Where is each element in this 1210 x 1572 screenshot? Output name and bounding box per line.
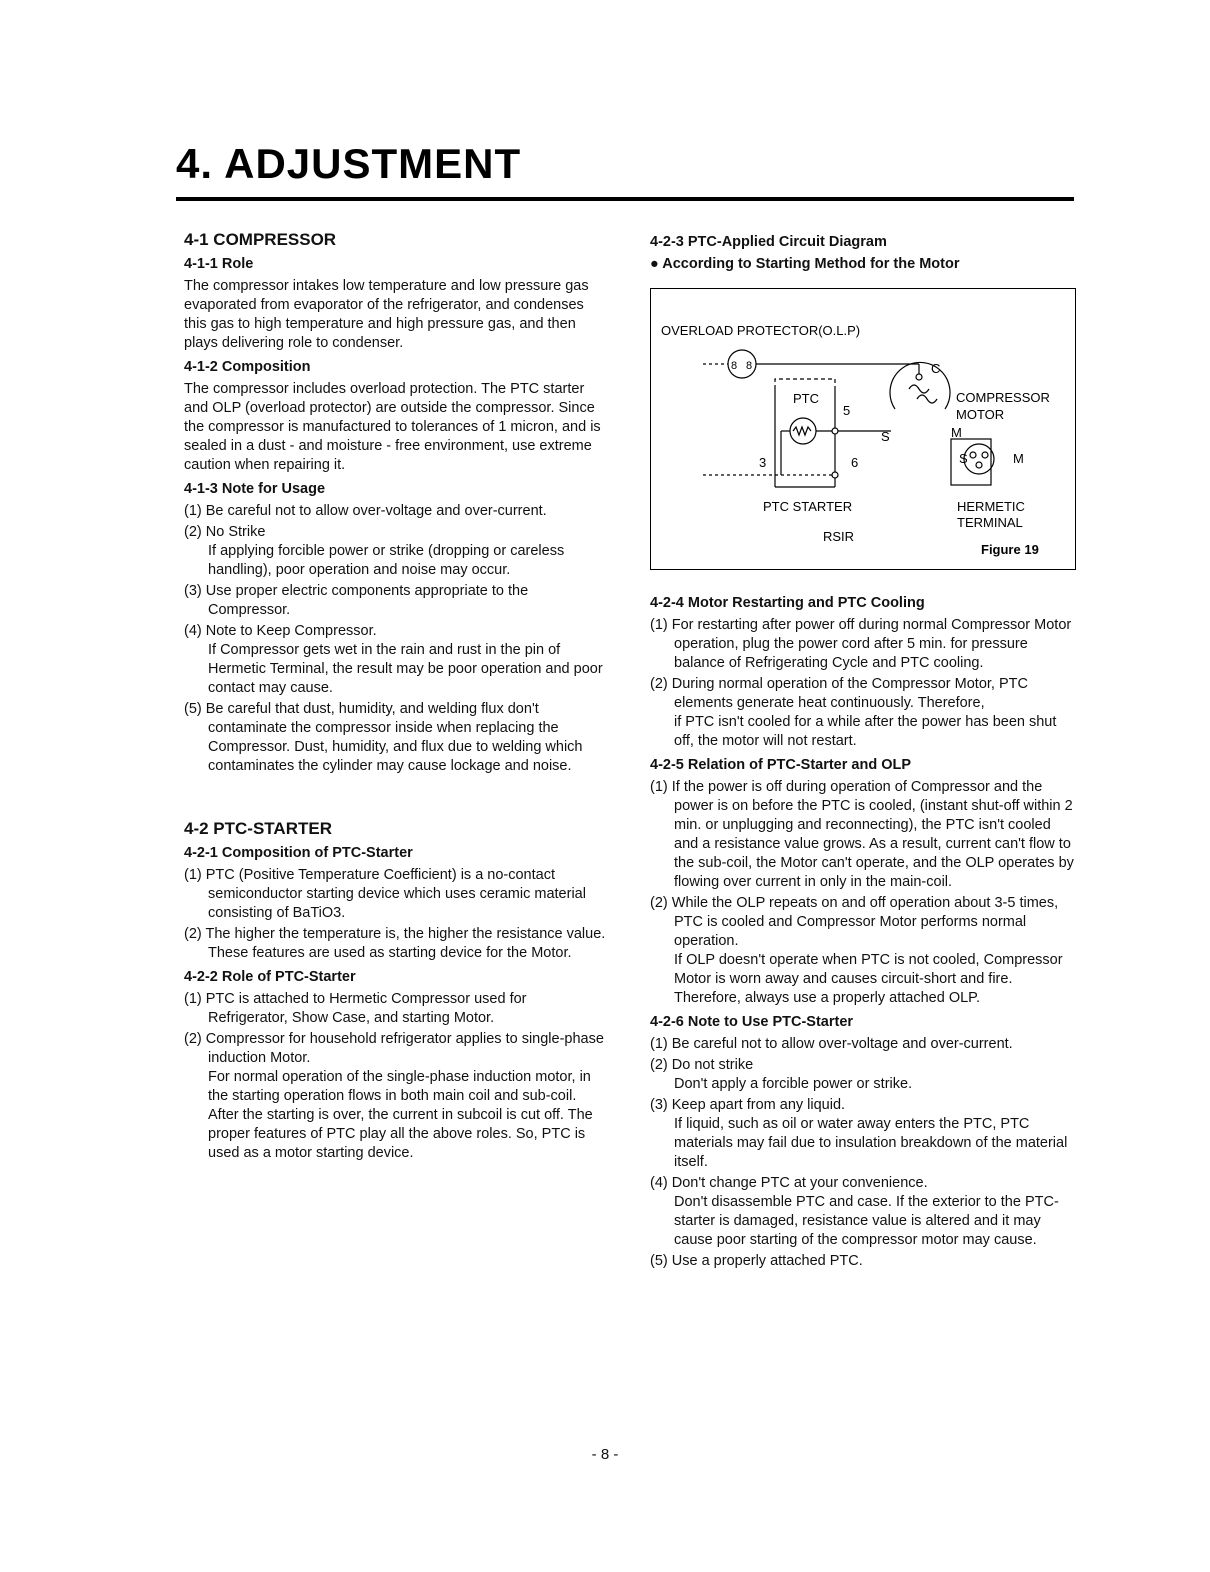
subheading-ptc-role: 4-2-2 Role of PTC-Starter: [184, 969, 356, 985]
list-item: [184, 582, 609, 620]
list-item-number: (2): [650, 676, 668, 692]
subheading-note-to-use: 4-2-6 Note to Use PTC-Starter: [650, 1014, 854, 1030]
terminal-s-2-label: S: [959, 451, 968, 466]
circuit-diagram: [650, 288, 1076, 570]
section-heading-ptc-starter: 4-2 PTC-STARTER: [184, 819, 332, 838]
terminal-pin-c: [976, 462, 982, 468]
terminal-m-label: M: [951, 425, 962, 440]
list-item-text: While the OLP repeats on and off operation about 3-5 times, PTC is cooled and Compressor Motor performs normal operation.: [671, 895, 1059, 949]
pin-5-dot: [832, 428, 838, 434]
list-item: [650, 616, 1075, 673]
restart-list: [650, 616, 1075, 751]
pin-5-label: 5: [843, 403, 851, 418]
title-rule: [176, 197, 1074, 201]
subheading-motor-restarting: 4-2-4 Motor Restarting and PTC Cooling: [650, 595, 925, 611]
ptc-role-list: [184, 990, 609, 1163]
terminal-s-label: S: [881, 429, 890, 444]
hermetic-terminal-plug: [964, 444, 994, 474]
terminal-pin-m: [982, 452, 988, 458]
list-item-number: (4): [184, 623, 202, 639]
list-item-text: Note to Keep Compressor.: [205, 623, 377, 639]
composition-text: The compressor includes overload protection. The PTC starter and OLP (overload protector) are outside the compressor. Since the compressor is manufactured to tolerances of 1 micron, and is sealed in a dust - and moisture - free environment, use extreme caution when repairing it.: [184, 381, 601, 473]
list-item-number: (2): [184, 926, 202, 942]
list-item-number: (1): [184, 867, 202, 883]
list-item: [650, 1174, 1075, 1250]
list-item-text: Do not strike: [671, 1057, 754, 1073]
list-item-text: During normal operation of the Compressor Motor, PTC elements generate heat continuously. Therefore,: [671, 676, 1028, 711]
circuit-bullet: ● According to Starting Method for the Motor: [650, 256, 960, 272]
note-list: [650, 1035, 1075, 1271]
list-item-text: Compressor for household refrigerator applies to single-phase induction Motor.: [205, 1031, 604, 1066]
pin-6-dot: [832, 472, 838, 478]
figure-label: Figure 19: [981, 542, 1039, 557]
list-item: [650, 1096, 1075, 1172]
ptc-starter-label: PTC STARTER: [763, 499, 853, 514]
olp-label: OVERLOAD PROTECTOR(O.L.P): [661, 323, 861, 338]
usage-list: [184, 502, 609, 776]
list-item-text: If the power is off during operation of Compressor and the power is on before the PTC is cooled, (instant shut-off within 2 min. or unplugging and reconnecting), the PTC isn't cooled and a resistance value grows. As a result, current can't flow to the sub-coil, the Motor can't operate, and the OLP operates by flowing over current in only in the main-coil.: [671, 779, 1074, 890]
list-item-number: (1): [184, 991, 202, 1007]
hermetic-label-1: HERMETIC: [957, 499, 1025, 514]
list-item-detail: Don't disassemble PTC and case. If the exterior to the PTC-starter is damaged, resistance value is altered and it may cause poor starting of the compressor motor may cause.: [674, 1194, 1059, 1248]
list-item-number: (4): [650, 1175, 668, 1191]
role-text: The compressor intakes low temperature and low pressure gas evaporated from evaporator of the refrigerator, and condenses this gas to high temperature and high pressure gas, and then plays delivering role to condenser.: [184, 278, 589, 351]
subheading-circuit-diagram: 4-2-3 PTC-Applied Circuit Diagram: [650, 234, 887, 250]
rsir-label: RSIR: [823, 529, 855, 544]
section-heading-compressor: 4-1 COMPRESSOR: [184, 230, 337, 249]
olp-pin-1: 8: [731, 360, 738, 372]
list-item-detail: if PTC isn't cooled for a while after the power has been shut off, the motor will not restart.: [674, 714, 1057, 749]
coil-m-symbol: [917, 395, 937, 403]
list-item-detail: If OLP doesn't operate when PTC is not cooled, Compressor Motor is worn away and causes circuit-short and fire. Therefore, always use a properly attached OLP.: [674, 952, 1063, 1006]
list-item-text: PTC is attached to Hermetic Compressor used for Refrigerator, Show Case, and starting Motor.: [205, 991, 527, 1026]
list-item-number: (5): [184, 701, 202, 717]
list-item-text: Be careful not to allow over-voltage and over-current.: [205, 503, 547, 519]
list-item-number: (1): [184, 503, 202, 519]
list-item: [184, 502, 609, 521]
list-item: [184, 990, 609, 1028]
list-item-detail: For normal operation of the single-phase induction motor, in the starting operation flows in both main coil and sub-coil. After the starting is over, the current in subcoil is cut off. The proper features of PTC play all the above roles. So, PTC is used as a motor starting device.: [208, 1069, 593, 1161]
list-item-text: Use a properly attached PTC.: [671, 1253, 863, 1269]
olp-pin-2: 8: [746, 360, 753, 372]
list-item-text: Keep apart from any liquid.: [671, 1097, 846, 1113]
ptc-label: PTC: [793, 391, 819, 406]
terminal-c-dot: [916, 374, 922, 380]
compressor-winding: [890, 362, 950, 409]
list-item: [650, 1035, 1075, 1054]
list-item-number: (2): [650, 1057, 668, 1073]
list-item-number: (3): [650, 1097, 668, 1113]
ptc-box-top: [775, 379, 835, 389]
circuit-diagram-svg: [651, 289, 1075, 569]
list-item-detail: If Compressor gets wet in the rain and rust in the pin of Hermetic Terminal, the result may be poor operation and poor contact may cause.: [208, 642, 603, 696]
list-item-number: (2): [184, 1031, 202, 1047]
page-title: 4. ADJUSTMENT: [176, 140, 522, 187]
terminal-pin-s: [970, 452, 976, 458]
left-column: [184, 230, 609, 1168]
list-item-detail: If liquid, such as oil or water away enters the PTC, PTC materials may fail due to insulation breakdown of the material itself.: [674, 1116, 1068, 1170]
list-item: [184, 622, 609, 698]
list-item-text: The higher the temperature is, the higher the resistance value. These features are used as starting device for the Motor.: [205, 926, 606, 961]
list-item: [650, 1056, 1075, 1094]
subheading-composition: 4-1-2 Composition: [184, 359, 311, 375]
list-item-text: No Strike: [205, 524, 266, 540]
compressor-label-1: COMPRESSOR: [956, 390, 1050, 405]
list-item: [184, 700, 609, 776]
list-item-text: Use proper electric components appropriate to the Compressor.: [205, 583, 529, 618]
list-item-number: (2): [184, 524, 202, 540]
list-item: [650, 894, 1075, 1008]
list-item-text: Be careful not to allow over-voltage and over-current.: [671, 1036, 1013, 1052]
list-item: [650, 1252, 1075, 1271]
list-item-number: (3): [184, 583, 202, 599]
list-item-text: For restarting after power off during normal Compressor Motor operation, plug the power cord after 5 min. for pressure balance of Refrigerating Cycle and PTC cooling.: [671, 617, 1072, 671]
list-item: [184, 1030, 609, 1163]
ptc-composition-list: [184, 866, 609, 963]
list-item: [184, 866, 609, 923]
list-item-number: (1): [650, 617, 668, 633]
list-item: [184, 925, 609, 963]
list-item: [650, 675, 1075, 751]
hermetic-label-2: TERMINAL: [957, 515, 1023, 530]
list-item-number: (1): [650, 1036, 668, 1052]
list-item-number: (1): [650, 779, 668, 795]
list-item: [650, 778, 1075, 892]
list-item: [184, 523, 609, 580]
page-number: - 8 -: [591, 1446, 619, 1463]
list-item-detail: Don't apply a forcible power or strike.: [674, 1076, 913, 1092]
pin-6-label: 6: [851, 455, 859, 470]
list-item-number: (5): [650, 1253, 668, 1269]
subheading-note-for-usage: 4-1-3 Note for Usage: [184, 481, 326, 497]
subheading-relation: 4-2-5 Relation of PTC-Starter and OLP: [650, 757, 912, 773]
terminal-c-label: C: [931, 361, 941, 376]
pin-3-label: 3: [759, 455, 767, 470]
compressor-label-2: MOTOR: [956, 407, 1005, 422]
list-item-number: (2): [650, 895, 668, 911]
coil-s-symbol: [909, 385, 929, 393]
relation-list: [650, 778, 1075, 1008]
list-item-text: Be careful that dust, humidity, and welding flux don't contaminate the compressor inside when replacing the Compressor. Dust, humidity, and flux due to welding which contaminates the cylinder may cause lockage and noise.: [205, 701, 583, 774]
terminal-m-2-label: M: [1013, 451, 1024, 466]
ptc-resistor-symbol: [793, 427, 811, 435]
list-item-detail: If applying forcible power or strike (dropping or careless handling), poor operation and noise may occur.: [208, 543, 565, 578]
list-item-text: PTC (Positive Temperature Coefficient) is a no-contact semiconductor starting device which uses ceramic material consisting of BaTiO3.: [205, 867, 586, 921]
right-column: [650, 233, 1075, 1276]
subheading-ptc-composition: 4-2-1 Composition of PTC-Starter: [184, 845, 413, 861]
list-item-text: Don't change PTC at your convenience.: [671, 1175, 928, 1191]
subheading-role: 4-1-1 Role: [184, 256, 254, 272]
